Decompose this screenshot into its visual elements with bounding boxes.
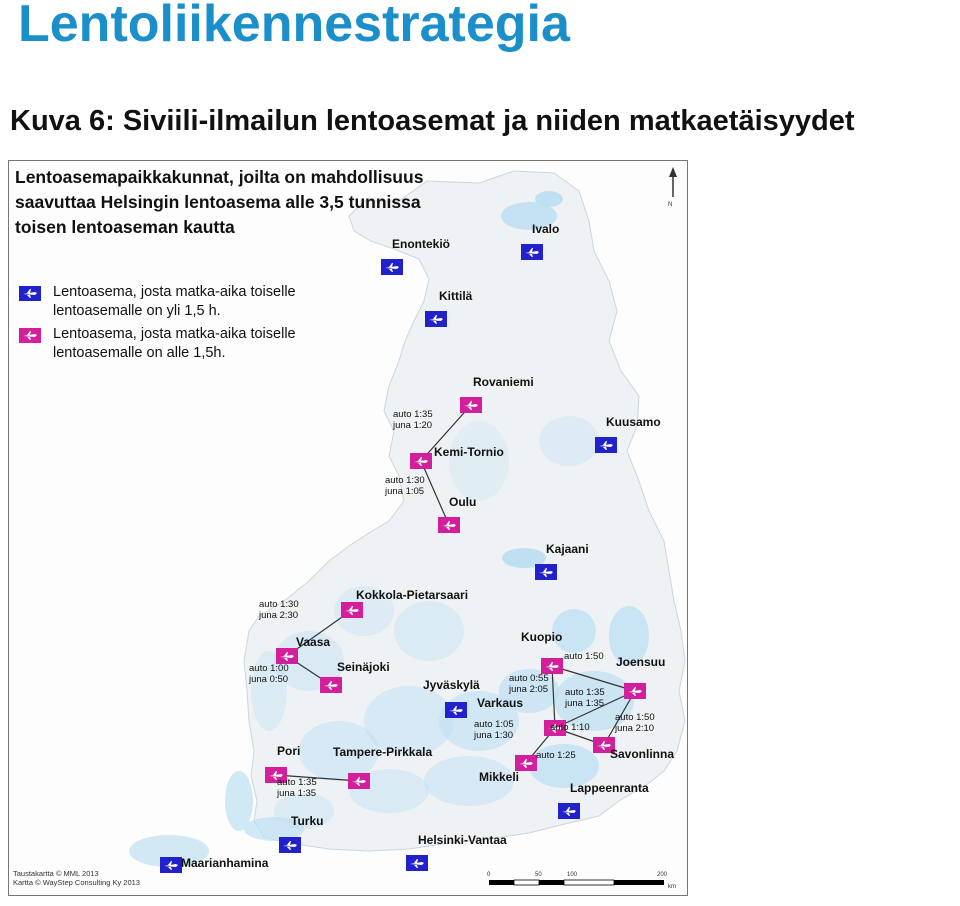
travel-time-label: auto 1:30 juna 2:30: [259, 599, 299, 621]
travel-time-label: auto 1:10: [550, 722, 590, 733]
map-heading: [15, 165, 423, 240]
figure-caption: Kuva 6: Siviili-ilmailun lentoasemat ja niiden matkaetäisyydet: [10, 105, 855, 137]
scale-label-100: 100: [567, 872, 578, 878]
airport-label: Joensuu: [616, 655, 666, 669]
airport-label: Lappeenranta: [570, 781, 649, 795]
page-title: Lentoliikennestrategia: [18, 0, 570, 53]
airport-label: Oulu: [449, 495, 477, 509]
north-arrow-head: [669, 167, 677, 177]
airport-label: Tampere-Pirkkala: [333, 745, 433, 759]
travel-time-label: auto 1:00 juna 0:50: [249, 663, 289, 685]
north-label: N: [668, 202, 673, 208]
airport-label: Kuusamo: [606, 415, 661, 429]
airport-label: Kajaani: [546, 542, 589, 556]
legend-label: Lentoasema, josta matka-aika toiselle lentoasemalle on yli 1,5 h.: [53, 284, 296, 319]
airport-label: Rovaniemi: [473, 375, 534, 389]
airport-label: Turku: [291, 814, 324, 828]
airport-label: Mikkeli: [479, 770, 520, 784]
travel-time-label: auto 1:30 juna 1:05: [385, 475, 425, 497]
airport-label: Helsinki-Vantaa: [418, 833, 507, 847]
map-heading-line: saavuttaa Helsingin lentoasema alle 3,5 tunnissa: [15, 192, 421, 212]
map-credits: [13, 869, 140, 887]
airport-label: Kittilä: [439, 289, 473, 303]
airport-label: Ivalo: [532, 222, 560, 236]
credit-line: Kartta © WayStep Consulting Ky 2013: [13, 878, 140, 887]
map-heading-line: Lentoasemapaikkakunnat, joilta on mahdollisuus: [15, 167, 424, 187]
travel-time-label: auto 1:50: [564, 651, 604, 662]
travel-time-label: auto 1:35 juna 1:35: [565, 687, 605, 709]
legend-item-pink: [19, 325, 296, 363]
travel-time-label: auto 1:05 juna 1:30: [474, 719, 514, 741]
airport-label: Maarianhamina: [181, 856, 269, 870]
legend-label: Lentoasema, josta matka-aika toiselle lentoasemalle on alle 1,5h.: [53, 326, 296, 361]
legend-item-blue: [19, 283, 296, 321]
scale-unit: km: [668, 884, 676, 890]
airport-label: Savonlinna: [610, 747, 675, 761]
plane-icon: [19, 286, 41, 301]
scale-label-50: 50: [535, 872, 542, 878]
travel-time-label: auto 0:55 juna 2:05: [509, 673, 549, 695]
airport-label: Pori: [277, 744, 301, 758]
airport-label: Kuopio: [521, 630, 563, 644]
airport-label: Vaasa: [296, 635, 331, 649]
scale-label-200: 200: [657, 872, 668, 878]
travel-time-label: auto 1:35 juna 1:35: [277, 777, 317, 799]
legend: [19, 283, 296, 367]
travel-time-label: auto 1:50 juna 2:10: [615, 712, 655, 734]
airport-marker: [160, 856, 269, 873]
scale-bar: [487, 872, 676, 890]
map-heading-line: toisen lentoaseman kautta: [15, 217, 235, 237]
airport-label: Seinäjoki: [337, 660, 390, 674]
airport-label: Kemi-Tornio: [434, 445, 504, 459]
credit-line: Taustakartta © MML 2013: [13, 869, 99, 878]
map-frame: [8, 160, 688, 896]
scale-label-0: 0: [487, 872, 491, 878]
airport-label: Jyväskylä: [423, 678, 480, 692]
airport-label: Kokkola-Pietarsaari: [356, 588, 469, 602]
plane-icon: [19, 328, 41, 343]
travel-time-label: auto 1:25: [536, 750, 576, 761]
airport-label: Enontekiö: [392, 237, 451, 251]
travel-time-label: auto 1:35 juna 1:20: [393, 409, 433, 431]
airport-label: Varkaus: [477, 696, 524, 710]
finland-map: [9, 161, 687, 895]
airport-marker: [406, 833, 507, 871]
